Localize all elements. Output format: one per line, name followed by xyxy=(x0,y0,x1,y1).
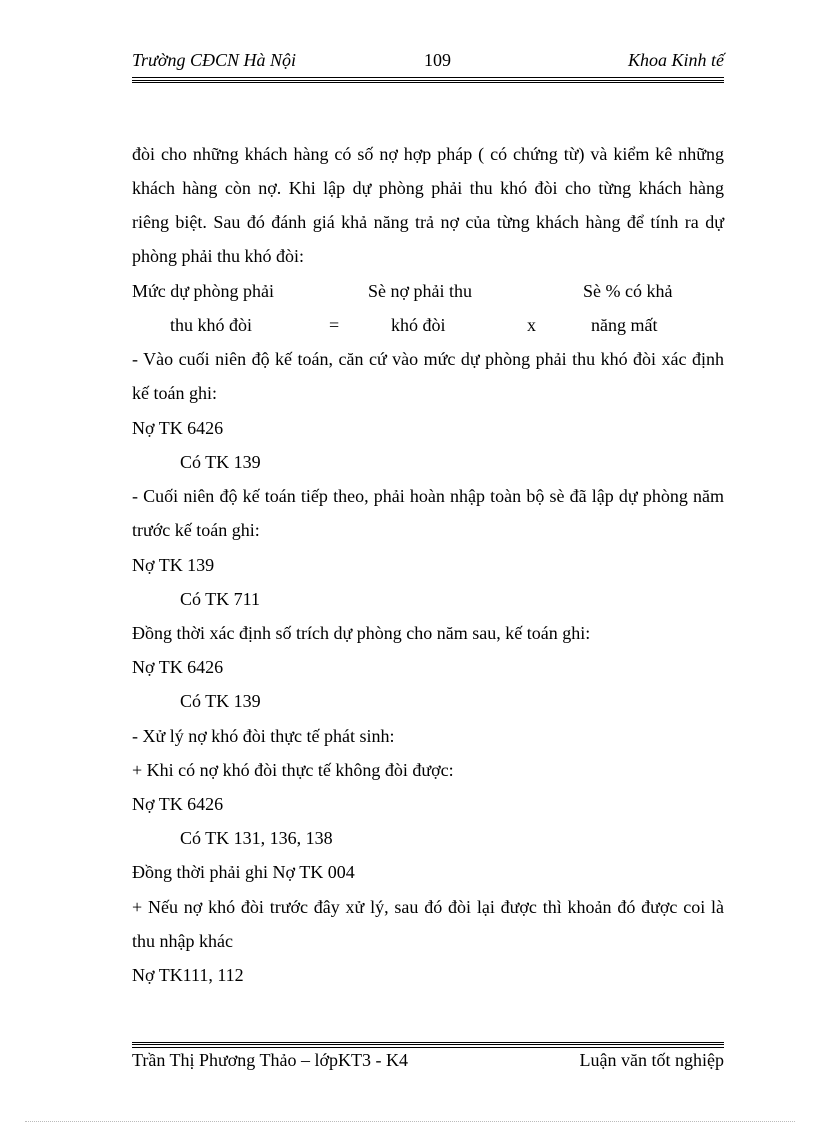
paragraph-line: - Vào cuối niên độ kế toán, căn cứ vào mức dự phòng phải thu khó đòi xác định xyxy=(132,349,724,369)
footer-rule xyxy=(132,1047,724,1048)
formula-term-3a: Sè % có khả xyxy=(583,281,673,301)
paragraph-line: - Cuối niên độ kế toán tiếp theo, phải hoàn nhập toàn bộ sè đã lập dự phòng năm xyxy=(132,486,724,506)
header-rule-double xyxy=(132,80,724,84)
entry-credit: Có TK 711 xyxy=(180,589,261,609)
formula-term-2a: Sè nợ phải thu xyxy=(368,281,473,301)
header-school: Trường CĐCN Hà Nội xyxy=(132,50,296,70)
formula-term-3b: năng mất xyxy=(591,315,658,335)
paragraph-line: Đồng thời phải ghi Nợ TK 004 xyxy=(132,862,355,882)
paragraph-line: trước kế toán ghi: xyxy=(132,520,260,540)
footer-rule-double xyxy=(132,1042,724,1046)
entry-debit: Nợ TK 139 xyxy=(132,555,215,575)
entry-debit: Nợ TK 6426 xyxy=(132,657,224,677)
paragraph-line: + Nếu nợ khó đòi trước đây xử lý, sau đó đòi lại được thì khoản đó được coi là xyxy=(132,897,724,917)
page-edge-dots xyxy=(25,1121,795,1122)
entry-debit: Nợ TK 6426 xyxy=(132,794,224,814)
formula-term-1b: thu khó đòi xyxy=(170,315,253,335)
footer-title: Luận văn tốt nghiệp xyxy=(579,1050,724,1070)
formula-times: x xyxy=(527,315,536,335)
paragraph-line: đòi cho những khách hàng có số nợ hợp pháp ( có chứng từ) và kiểm kê những xyxy=(132,144,724,164)
header-faculty: Khoa Kinh tế xyxy=(627,50,724,70)
paragraph-line: riêng biệt. Sau đó đánh giá khả năng trả nợ của từng khách hàng để tính ra dự xyxy=(132,212,724,232)
entry-credit: Có TK 139 xyxy=(180,691,261,711)
page-footer xyxy=(132,1050,724,1076)
entry-debit: Nợ TK 6426 xyxy=(132,418,224,438)
paragraph-line: - Xử lý nợ khó đòi thực tế phát sinh: xyxy=(132,726,395,746)
paragraph-line: phòng phải thu khó đòi: xyxy=(132,246,304,266)
paragraph-line: Đồng thời xác định số trích dự phòng cho năm sau, kế toán ghi: xyxy=(132,623,591,643)
entry-credit: Có TK 139 xyxy=(180,452,261,472)
header-page-number: 109 xyxy=(424,50,451,70)
page-header xyxy=(132,50,724,76)
formula-equals: = xyxy=(329,315,340,335)
paragraph-line: khách hàng còn nợ. Khi lập dự phòng phải thu khó đòi cho từng khách hàng xyxy=(132,178,724,198)
footer-author: Trần Thị Phương Thảo – lớpKT3 - K4 xyxy=(132,1050,408,1070)
formula-term-2b: khó đòi xyxy=(391,315,446,335)
entry-credit: Có TK 131, 136, 138 xyxy=(180,828,333,848)
formula-term-1a: Mức dự phòng phải xyxy=(132,281,274,301)
header-rule xyxy=(132,77,724,78)
paragraph-line: + Khi có nợ khó đòi thực tế không đòi được: xyxy=(132,760,454,780)
paragraph-line: kế toán ghi: xyxy=(132,383,217,403)
entry-debit: Nợ TK111, 112 xyxy=(132,965,244,985)
paragraph-line: thu nhập khác xyxy=(132,931,233,951)
